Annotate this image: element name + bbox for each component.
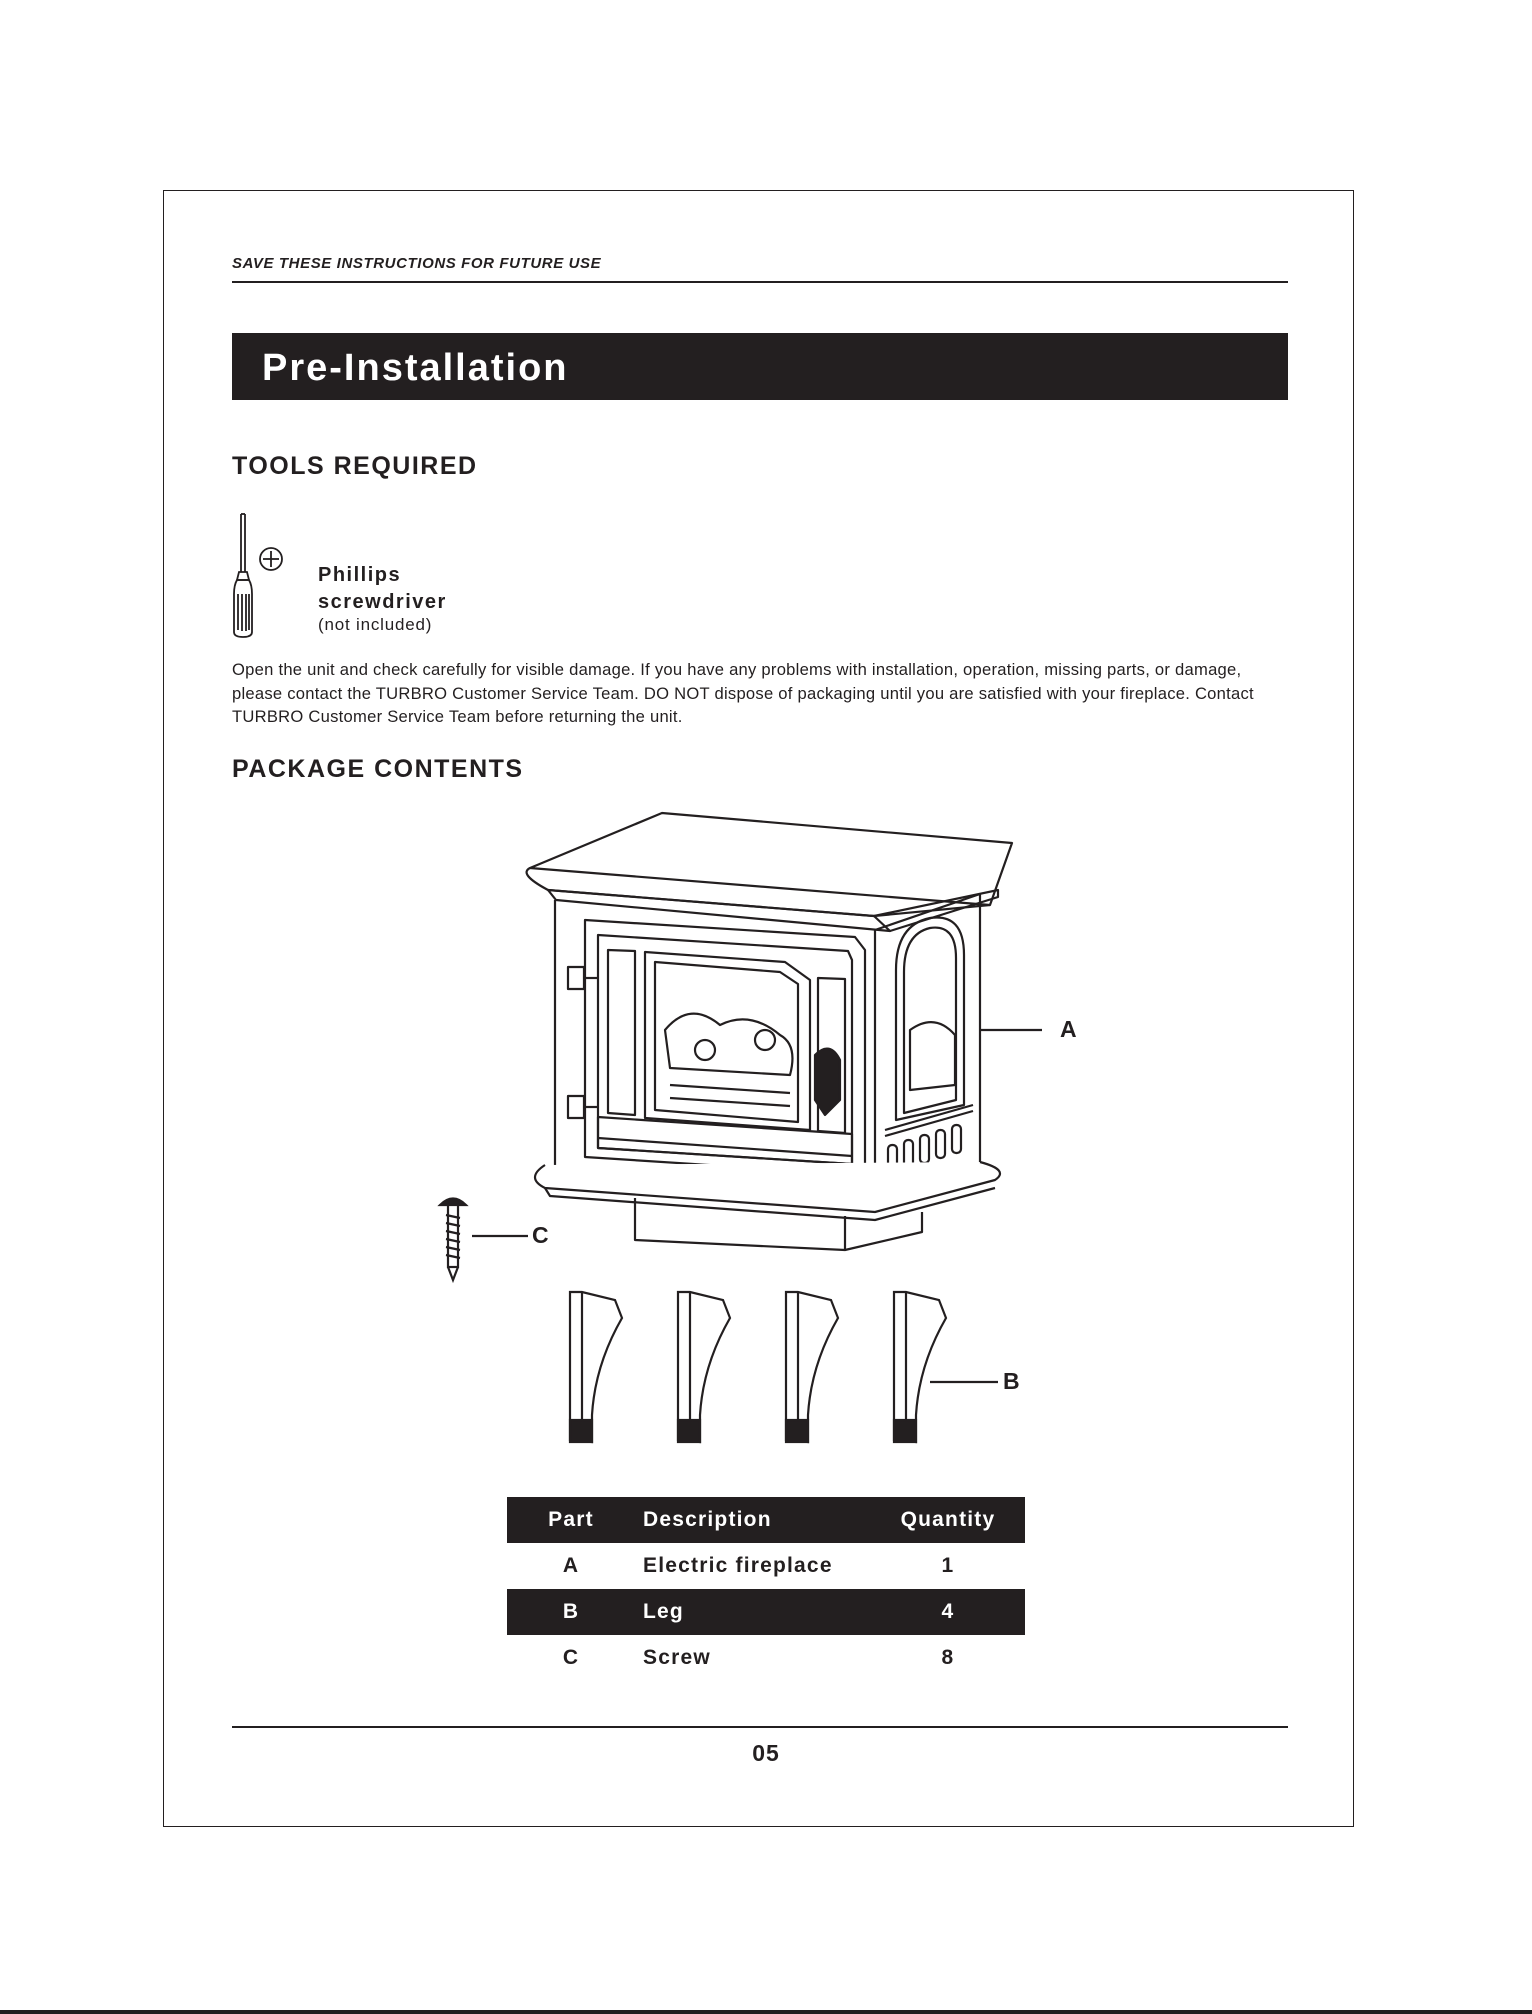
col-part-header: Part [548,1508,594,1531]
col-description-header: Description [643,1508,772,1531]
footer-divider [232,1726,1288,1728]
callout-b: B [1003,1368,1020,1394]
leg-1 [570,1292,622,1442]
page-title: Pre-Installation [262,347,569,389]
tool-note: (not included) [318,615,433,634]
inspection-paragraph: Open the unit and check carefully for visible damage. If you have any problems with installation, operation, missing parts, or damage, please contact the TURBRO Customer Service Team. DO NOT dispose of packaging until you are satisfied with your fireplace. Contact TURBRO Customer Service Team before returning the unit. [232,660,1254,726]
header-note: SAVE THESE INSTRUCTIONS FOR FUTURE USE [232,255,602,272]
package-heading: PACKAGE CONTENTS [232,755,524,783]
table-row: B Leg 4 [507,1589,1025,1635]
header-divider [232,281,1288,283]
leg-2 [678,1292,730,1442]
page-number: 05 [752,1740,780,1766]
phillips-screwdriver-icon [228,510,308,640]
parts-table [507,1497,1025,1681]
table-row: C Screw 8 [562,1646,955,1669]
callout-c: C [532,1222,549,1248]
tool-name: Phillips screwdriver [318,564,447,613]
title-banner [232,333,1288,400]
tool-item [228,510,488,640]
table-header-row [507,1497,1025,1543]
tools-heading: TOOLS REQUIRED [232,452,478,480]
leg-4 [894,1292,946,1442]
callout-a: A [1060,1016,1077,1042]
table-row: A Electric fireplace 1 [562,1554,955,1577]
package-illustration [420,800,1100,1450]
fireplace-illustration [420,800,1100,1450]
leg-3 [786,1292,838,1442]
page-bottom-edge [0,2010,1532,2014]
col-quantity-header: Quantity [900,1508,996,1531]
